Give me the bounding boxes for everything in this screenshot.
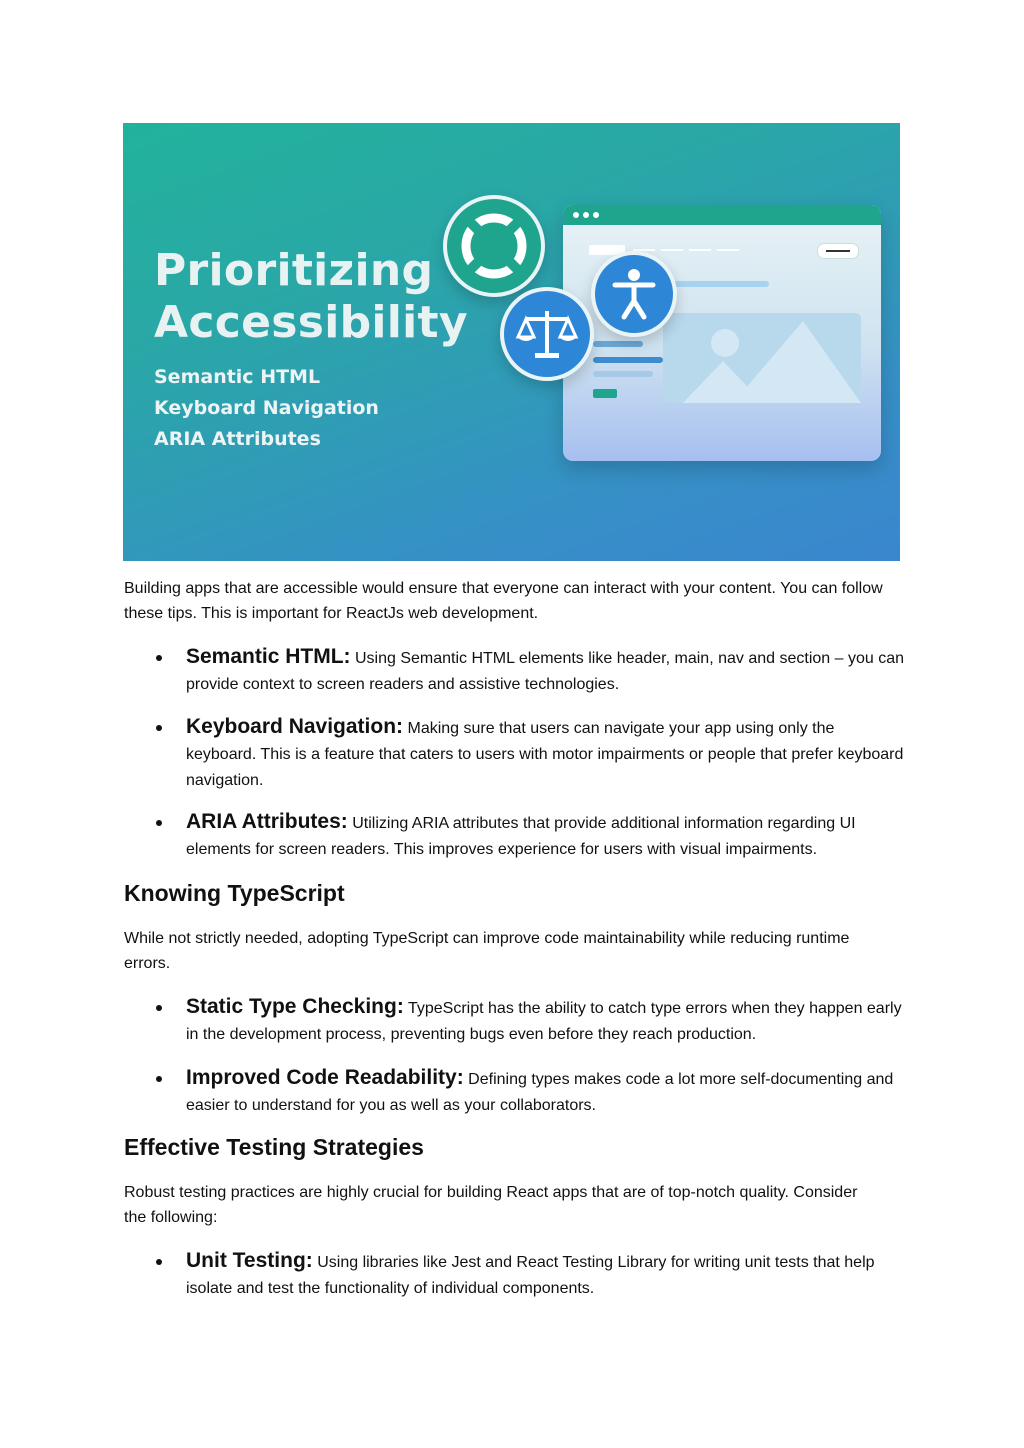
list-item xyxy=(186,1065,906,1119)
list-item-text: Using Semantic HTML elements like header, main, nav and section – you can provide context to screen readers and assistive technologies. xyxy=(186,650,904,693)
list-item-text: Using libraries like Jest and React Testing Library for writing unit tests that help isolate and test the functionality of individual components. xyxy=(186,1254,875,1297)
bullet-icon xyxy=(156,1259,162,1265)
list-item-term: Semantic HTML: xyxy=(186,645,351,668)
banner-title-line-2: Accessibility xyxy=(154,297,468,348)
hero-banner-image xyxy=(123,123,900,561)
accessibility-person-icon xyxy=(591,251,677,337)
list-item-term: Improved Code Readability: xyxy=(186,1066,464,1089)
bullet-icon xyxy=(156,820,162,826)
section-heading: Effective Testing Strategies xyxy=(124,1134,424,1160)
list-item xyxy=(186,994,906,1048)
scales-of-justice-icon xyxy=(500,287,594,381)
banner-subtitle-item: Keyboard Navigation xyxy=(154,397,379,419)
list-item xyxy=(186,714,906,794)
list-item-text: TypeScript has the ability to catch type errors when they happen early in the development process, preventing bugs even before they reach production. xyxy=(186,1000,902,1043)
bullet-icon xyxy=(156,725,162,731)
mountain-image-icon xyxy=(663,313,861,403)
list-item-term: ARIA Attributes: xyxy=(186,810,348,833)
bullet-icon xyxy=(156,1005,162,1011)
list-item-term: Unit Testing: xyxy=(186,1249,313,1272)
bullet-icon xyxy=(156,655,162,661)
mockup-title-bar xyxy=(563,205,881,225)
list-item xyxy=(186,1248,906,1302)
section-heading: Knowing TypeScript xyxy=(124,880,345,906)
banner-subtitle-item: Semantic HTML xyxy=(154,366,321,388)
list-item xyxy=(186,809,906,863)
browser-mockup-illustration xyxy=(563,205,881,461)
banner-subtitle-item: ARIA Attributes xyxy=(154,428,321,450)
list-item-text: Utilizing ARIA attributes that provide additional information regarding UI elements for screen readers. This improves experience for users with visual impairments. xyxy=(186,815,856,858)
banner-subtitle-list xyxy=(154,362,379,455)
bullet-icon xyxy=(156,1076,162,1082)
intro-paragraph: Building apps that are accessible would ensure that everyone can interact with your content. You can follow these tips. This is important for ReactJs web development. xyxy=(124,580,883,622)
banner-title-line-1: Prioritizing xyxy=(154,245,434,296)
list-item xyxy=(186,644,906,698)
section-paragraph: Robust testing practices are highly crucial for building React apps that are of top-notch quality. Consider the following: xyxy=(124,1184,858,1226)
list-item-term: Keyboard Navigation: xyxy=(186,715,404,738)
mockup-button xyxy=(817,243,859,259)
list-item-text: Defining types makes code a lot more self-documenting and easier to understand for you as well as your collaborators. xyxy=(186,1071,894,1114)
section-paragraph: While not strictly needed, adopting TypeScript can improve code maintainability while reducing runtime errors. xyxy=(124,930,850,972)
app-logo-icon xyxy=(443,195,545,297)
banner-title xyxy=(154,245,468,349)
list-item-text: Making sure that users can navigate your app using only the keyboard. This is a feature that caters to users with motor impairments or people that prefer keyboard navigation. xyxy=(186,720,904,789)
list-item-term: Static Type Checking: xyxy=(186,995,404,1018)
